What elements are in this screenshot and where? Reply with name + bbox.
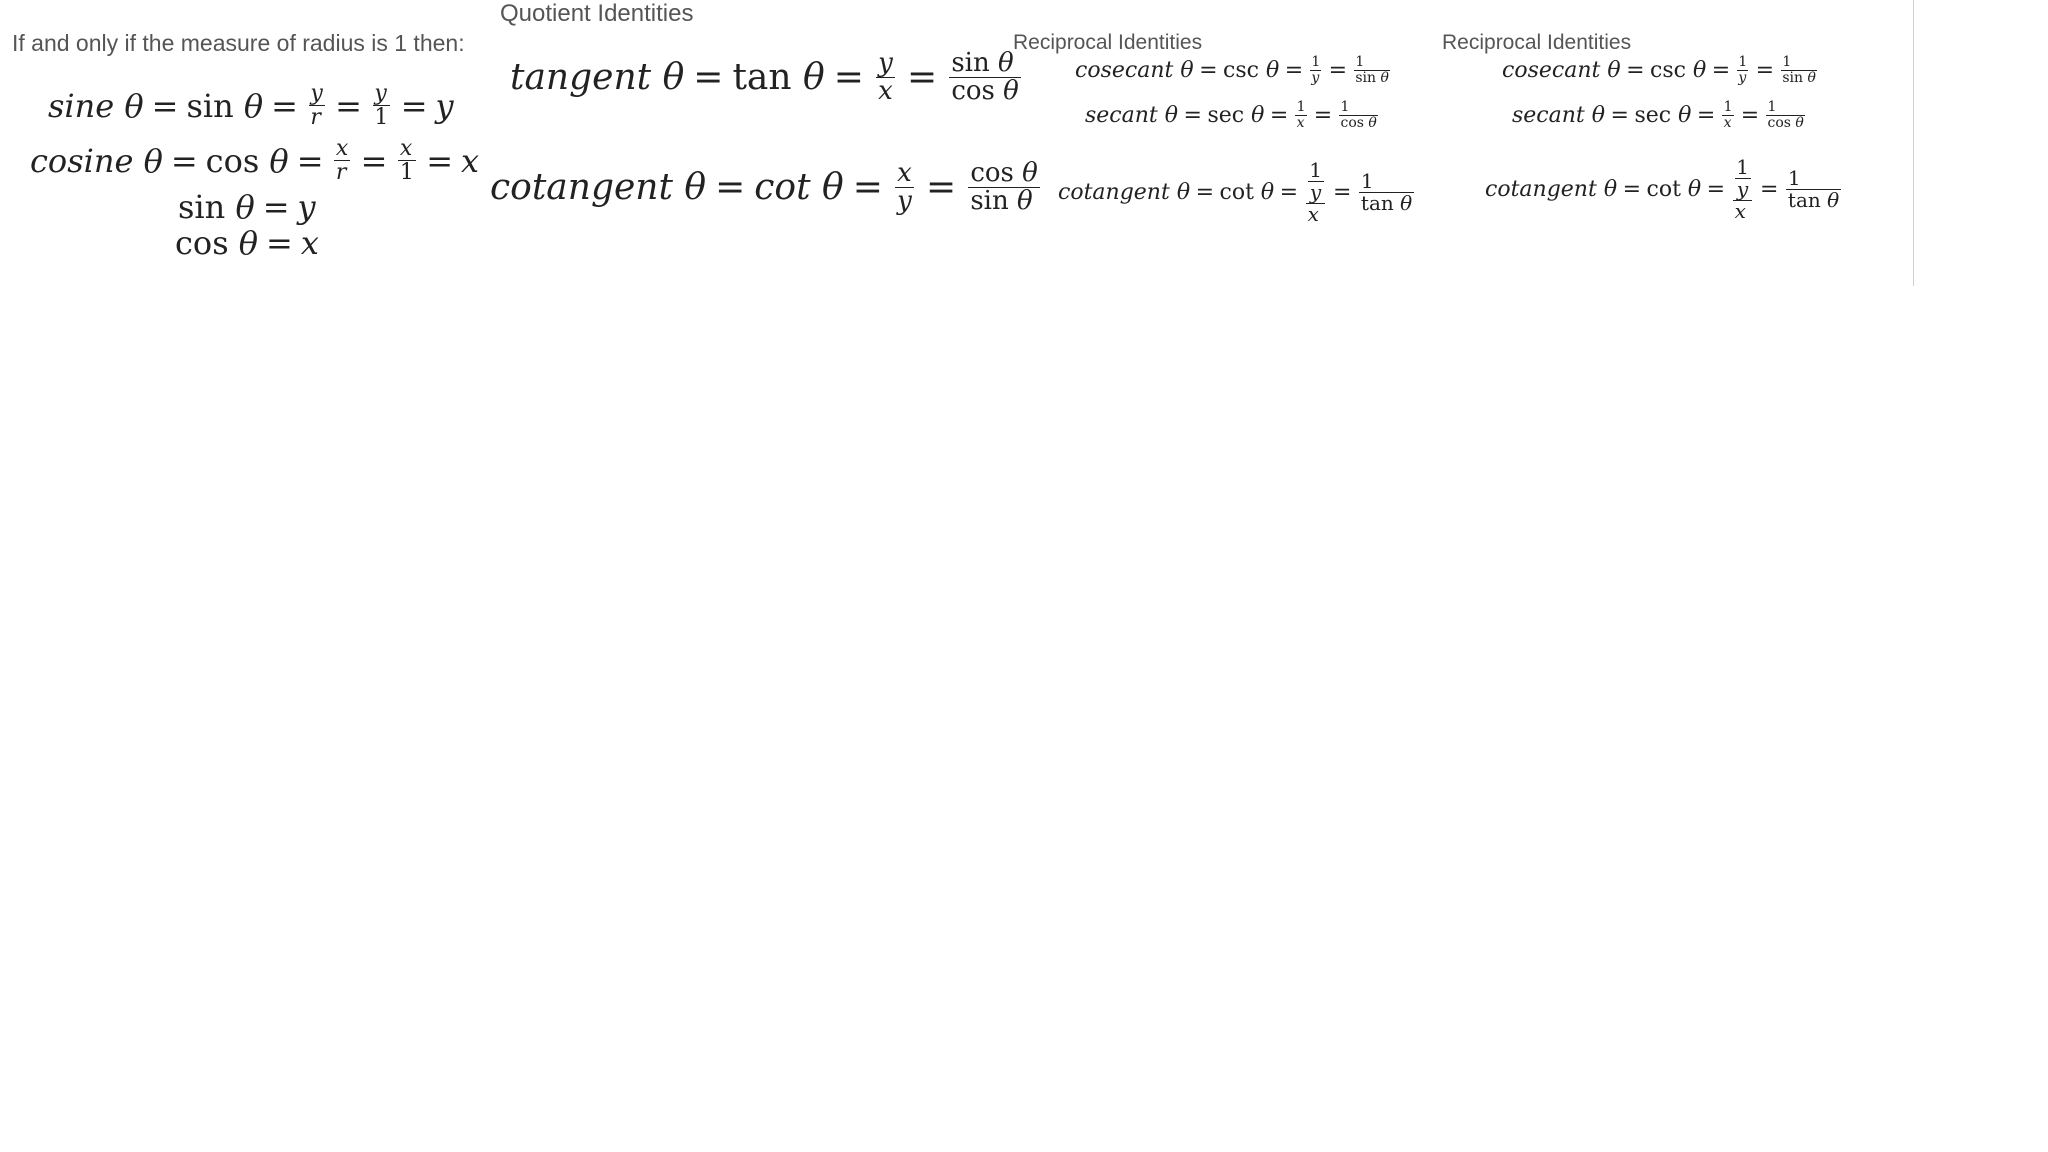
- cos-equals-x: cos θ = x: [175, 224, 319, 262]
- fraction-sin-over-cos: $\frac{\text{sin θ}}{\text{cos θ}}$: [949, 50, 1021, 106]
- cosecant-identity-1: cosecant θ = csc θ = $\frac{1}{y}$ = $\frac{1}{\text{sin θ}}$: [1075, 54, 1389, 86]
- radius-note: If and only if the measure of radius is 1 then:: [12, 30, 465, 56]
- fraction-x-over-r: $\frac{x}{r}$: [335, 136, 349, 186]
- cotangent-reciprocal-identity-2: cotangent θ = cot θ = $\frac{\frac{1}{y}}{x}$ = $\frac{1}{\text{tan θ}}$: [1485, 155, 1840, 223]
- sine-identity: sine θ = sin θ = $\frac{y}{r}$ = $\frac{y}{1}$ = y: [48, 81, 454, 131]
- tangent-identity: tangent θ = tan θ = $\frac{y}{x}$ = $\frac{\text{sin θ}}{\text{cos θ}}$: [510, 50, 1024, 106]
- fraction-cos-over-sin: $\frac{\text{cos θ}}{\text{sin θ}}$: [968, 160, 1040, 216]
- fraction-y-over-1: $\frac{y}{1}$: [374, 81, 389, 131]
- cosine-word: cosine: [30, 141, 134, 180]
- sin-equals-y: sin θ = y: [178, 188, 316, 226]
- vertical-divider: [1913, 0, 1914, 286]
- reciprocal-identities-title-2: Reciprocal Identities: [1442, 31, 1632, 54]
- fraction-y-over-r: $\frac{y}{r}$: [310, 81, 323, 131]
- quotient-identities-title: Quotient Identities: [500, 0, 694, 27]
- secant-identity-1: secant θ = sec θ = $\frac{1}{x}$ = $\frac{1}{\text{cos θ}}$: [1085, 99, 1377, 131]
- cosecant-identity-2: cosecant θ = csc θ = $\frac{1}{y}$ = $\frac{1}{\text{sin θ}}$: [1502, 54, 1816, 86]
- cotangent-reciprocal-identity-1: cotangent θ = cot θ = $\frac{\frac{1}{y}}{x}$ = $\frac{1}{\text{tan θ}}$: [1058, 158, 1413, 226]
- reciprocal-identities-title-1: Reciprocal Identities: [1013, 31, 1203, 54]
- cotangent-identity: cotangent θ = cot θ = $\frac{x}{y}$ = $\frac{\text{cos θ}}{\text{sin θ}}$: [490, 160, 1043, 216]
- fraction-x-over-1: $\frac{x}{1}$: [399, 136, 414, 186]
- fraction-y-over-x: $\frac{y}{x}$: [876, 50, 895, 106]
- cosine-identity: cosine θ = cos θ = $\frac{x}{r}$ = $\frac{x}{1}$ = x: [30, 136, 480, 186]
- fraction-x-over-y: $\frac{x}{y}$: [895, 160, 914, 216]
- sine-word: sine: [48, 86, 115, 125]
- secant-identity-2: secant θ = sec θ = $\frac{1}{x}$ = $\frac{1}{\text{cos θ}}$: [1512, 99, 1804, 131]
